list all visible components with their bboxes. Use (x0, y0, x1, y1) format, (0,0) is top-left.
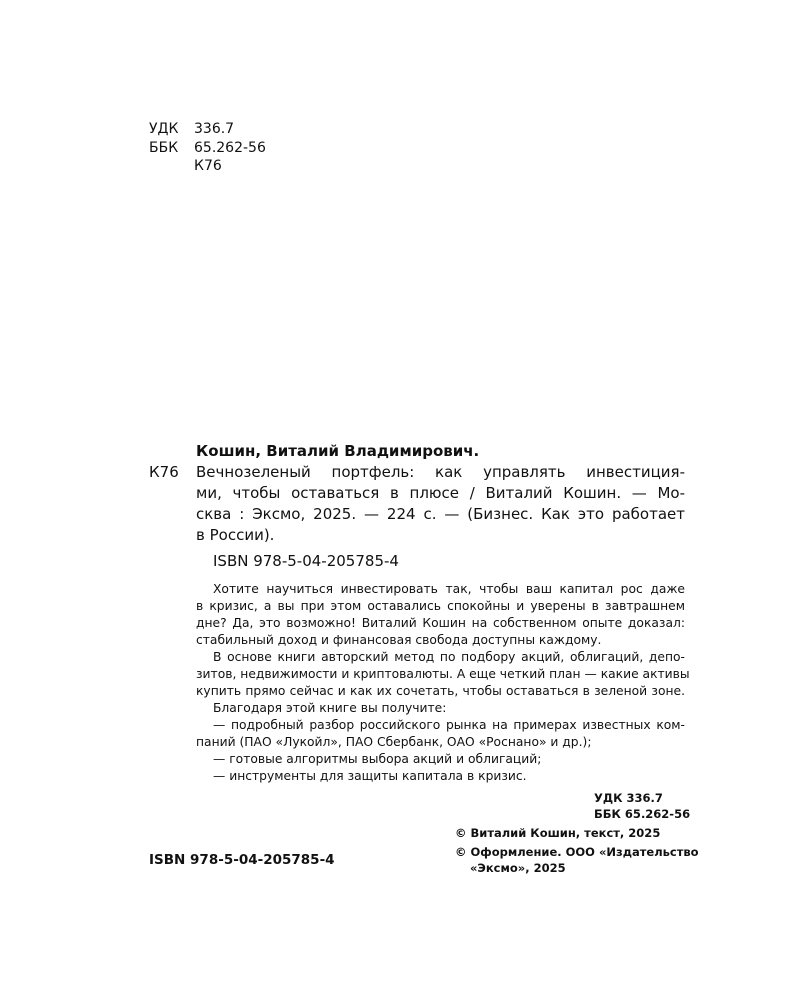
copyright-design-continued: «Эксмо», 2025 (470, 861, 566, 875)
record-line: ми, чтобы оставаться в плюсе / Виталий Кошин. — Мо- (196, 484, 685, 502)
author-heading: Кошин, Виталий Владимирович. (196, 442, 480, 460)
annotation-line: В основе книги авторский метод по подбору акций, облигаций, депо- (213, 650, 685, 664)
author-mark: К76 (194, 158, 222, 174)
annotation-line: паний (ПАО «Лукойл», ПАО Сбербанк, ОАО «Роснано» и др.); (196, 735, 592, 749)
record-line: в России). (196, 526, 275, 544)
bbk-label: ББК (149, 140, 179, 156)
annotation-line: Благодаря этой книге вы получите: (213, 701, 447, 715)
udk-value: 336.7 (194, 121, 235, 137)
udk-bottom: УДК 336.7 (594, 791, 663, 805)
annotation-line: стабильный доход и финансовая свобода доступны каждому. (196, 633, 602, 647)
copyright-text: © Виталий Кошин, текст, 2025 (455, 826, 661, 840)
annotation-line: зитов, недвижимости и криптовалюты. А еще четкий план — какие активы (196, 667, 690, 681)
annotation-line: купить прямо сейчас и как их сочетать, чтобы оставаться в зеленой зоне. (196, 684, 685, 698)
annotation-line: — готовые алгоритмы выбора акций и облигаций; (213, 752, 542, 766)
annotation-line: в кризис, а вы при этом оставались спокойны и уверены в завтрашнем (196, 599, 685, 613)
udk-label: УДК (149, 121, 179, 137)
record-code: К76 (149, 463, 179, 481)
record-isbn: ISBN 978-5-04-205785-4 (213, 552, 399, 570)
annotation-line: — подробный разбор российского рынка на примерах известных ком- (213, 718, 685, 732)
copyright-design: © Оформление. ООО «Издательство (455, 845, 699, 859)
annotation-line: — инструменты для защиты капитала в кризис. (213, 769, 527, 783)
bbk-bottom: ББК 65.262-56 (594, 807, 691, 821)
bbk-value: 65.262-56 (194, 140, 266, 156)
record-line: сква : Эксмо, 2025. — 224 с. — (Бизнес. Как это работает (196, 505, 685, 523)
annotation-line: дне? Да, это возможно! Виталий Кошин на собственном опыте доказал: (196, 616, 685, 630)
record-line: Вечнозеленый портфель: как управлять инвестиция- (196, 463, 685, 481)
isbn-bottom: ISBN 978-5-04-205785-4 (149, 852, 335, 868)
annotation-line: Хотите научиться инвестировать так, чтобы ваш капитал рос даже (213, 582, 685, 596)
